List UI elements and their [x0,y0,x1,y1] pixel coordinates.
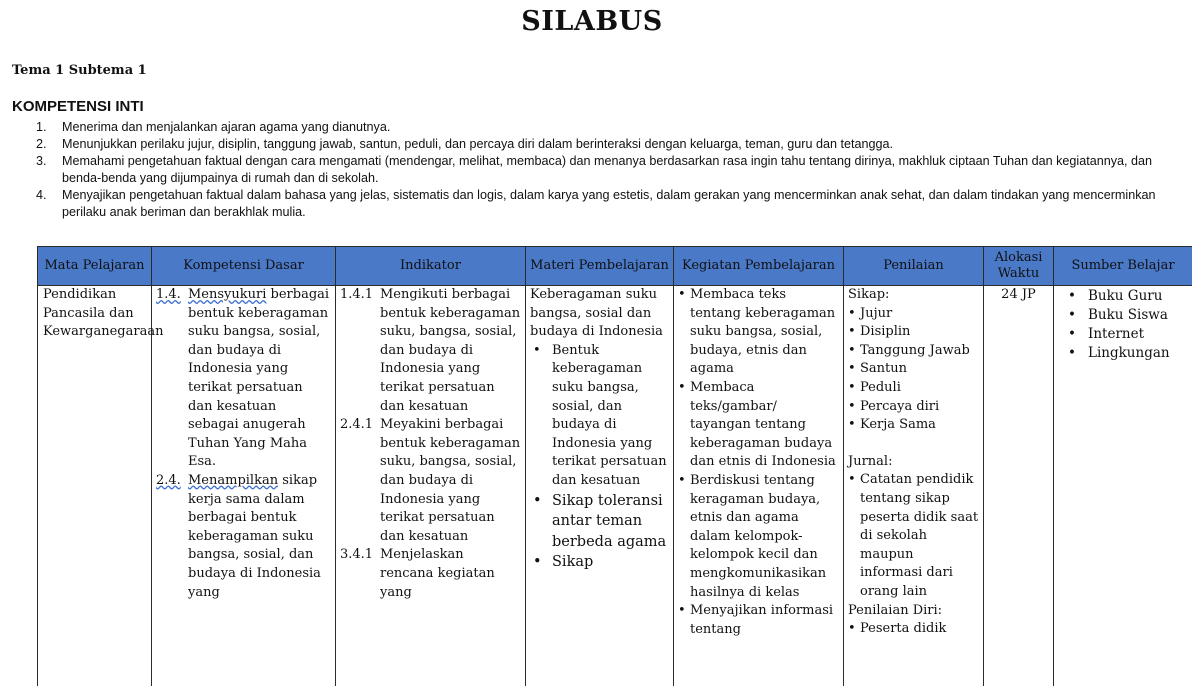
ki-item [36,136,1192,153]
sumber-list [1058,286,1188,363]
syllabus-table [37,246,1192,686]
kd-item [156,472,331,602]
ki-number: 3. [36,154,47,168]
table-row [38,286,1193,686]
indikator-number: 3.4.1 [340,547,374,563]
ki-item [36,187,1192,221]
materi-item: • Sikap [530,552,669,573]
kd-keyword: Mensyukuri [188,287,267,302]
cell-mata-pelajaran [38,286,164,686]
indikator-number: 1.4.1 [340,287,374,302]
subtheme-label: Tema 1 Subtema 1 [12,63,147,78]
kd-text: berbagai bentuk keberagaman suku bangsa, sosial, dan budaya di Indonesia yang terikat persatuan dan kesatuan sebagai anugerah Tuhan Yang Maha Esa. [188,287,330,470]
sikap-item: • Kerja Sama [848,416,979,435]
indikator-item [340,286,521,416]
materi-item: • Bentuk keberagaman suku bangsa, sosial, dan budaya di Indonesia yang terikat persatuan dan kesatuan [530,342,669,491]
ki-text: Memahami pengetahuan faktual dengan cara mengamati (mendengar, melihat, membaca) dan menanya berdasarkan rasa ingin tahu tentang dirinya, makhluk ciptaan Tuhan dan kegiatannya, dan benda-benda yang dijumpainya di rumah dan di sekolah. [62,154,1153,185]
mapel-text: Pendidikan Pancasila dan Kewarganegaraan [43,287,164,340]
ki-list [36,119,1192,221]
ki-number: 2. [36,137,47,151]
ki-text: Menunjukkan perilaku jujur, disiplin, tanggung jawab, santun, peduli, dan percaya diri dalam berinteraksi dengan keluarga, teman, guru dan tetangga. [62,137,894,151]
jurnal-item: • Catatan pendidik tentang sikap peserta didik saat di sekolah maupun informasi dari orang lain [848,471,979,601]
indikator-number: 2.4.1 [340,417,374,433]
kd-text: sikap kerja sama dalam berbagai bentuk keberagaman suku bangsa, sosial, dan budaya di Indonesia yang [188,472,321,600]
sikap-item: • Disiplin [848,323,979,342]
header-indikator: Indikator [336,247,526,286]
cell-alokasi [984,286,1054,686]
ki-text: Menerima dan menjalankan ajaran agama yang dianutnya. [62,120,391,134]
cell-penilaian [844,286,984,686]
indikator-text: Meyakini berbagai bentuk keberagaman suku, bangsa, sosial, dan budaya di Indonesia yang terikat persatuan dan kesatuan [380,417,521,544]
sumber-item: • Buku Guru [1066,287,1188,306]
header-mata-pelajaran: Mata Pelajaran [38,247,152,286]
table-header-row [38,247,1193,286]
document-title: SILABUS [521,6,663,37]
penilaian-diri-label: Penilaian Diri: [848,602,943,618]
indikator-text: Mengikuti berbagai bentuk keberagaman suku, bangsa, sosial, dan budaya di Indonesia yang terikat persatuan dan kesatuan [380,287,521,414]
penilaian-sikap-label: Sikap: [848,287,890,302]
cell-indikator [336,286,526,686]
materi-intro: Keberagaman suku bangsa, sosial dan budaya di Indonesia [530,287,663,340]
sumber-item: • Lingkungan [1066,344,1188,363]
indikator-item [340,416,521,546]
kd-keyword: Menampilkan [188,472,279,488]
cell-materi [526,286,674,686]
header-penilaian: Penilaian [844,247,984,286]
ki-number: 4. [36,188,47,202]
sikap-item: • Santun [848,360,979,379]
indikator-text: Menjelaskan rencana kegiatan yang [380,547,495,600]
kegiatan-item: • Berdiskusi tentang keragaman budaya, etnis dan agama dalam kelompok-kelompok kecil dan mengkomunikasikan hasilnya di kelas [678,472,839,602]
ki-item [36,119,1192,136]
kd-number: 2.4. [156,472,181,488]
sumber-item: • Buku Siswa [1066,306,1188,325]
ki-text: Menyajikan pengetahuan faktual dalam bahasa yang jelas, sistematis dan logis, dalam karya yang estetis, dalam gerakan yang mencerminkan anak sehat, dan dalam tindakan yang mencerminkan perilaku anak beriman dan berakhlak mulia. [62,188,1156,219]
penilaian-jurnal-label: Jurnal: [848,453,893,469]
header-kompetensi-dasar: Kompetensi Dasar [152,247,336,286]
header-materi: Materi Pembelajaran [526,247,674,286]
sumber-item: • Internet [1066,325,1188,344]
ki-item [36,153,1192,187]
diri-item: • Peserta didik [848,620,979,639]
header-alokasi: Alokasi Waktu [984,247,1054,286]
sikap-item: • Jujur [848,305,979,324]
kegiatan-item: • Membaca teks tentang keberagaman suku bangsa, sosial, budaya, etnis dan agama [678,286,839,379]
indikator-item [340,546,521,602]
sikap-item: • Peduli [848,379,979,398]
header-sumber: Sumber Belajar [1054,247,1193,286]
syllabus-table-container [37,246,1192,686]
alokasi-text: 24 JP [1001,287,1036,302]
cell-kegiatan [674,286,844,686]
cell-kompetensi-dasar [152,286,336,686]
ki-heading: KOMPETENSI INTI [12,98,144,115]
sikap-item: • Percaya diri [848,398,979,417]
header-kegiatan: Kegiatan Pembelajaran [674,247,844,286]
kd-item [156,286,331,472]
materi-item: • Sikap toleransi antar teman berbeda agama [530,491,669,553]
kegiatan-item: • Membaca teks/gambar/ tayangan tentang keberagaman budaya dan etnis di Indonesia [678,379,839,472]
kegiatan-item: • Menyajikan informasi tentang [678,602,839,639]
cell-sumber [1054,286,1193,686]
kd-number: 1.4. [156,287,181,302]
sikap-item: • Tanggung Jawab [848,342,979,361]
ki-number: 1. [36,120,47,134]
